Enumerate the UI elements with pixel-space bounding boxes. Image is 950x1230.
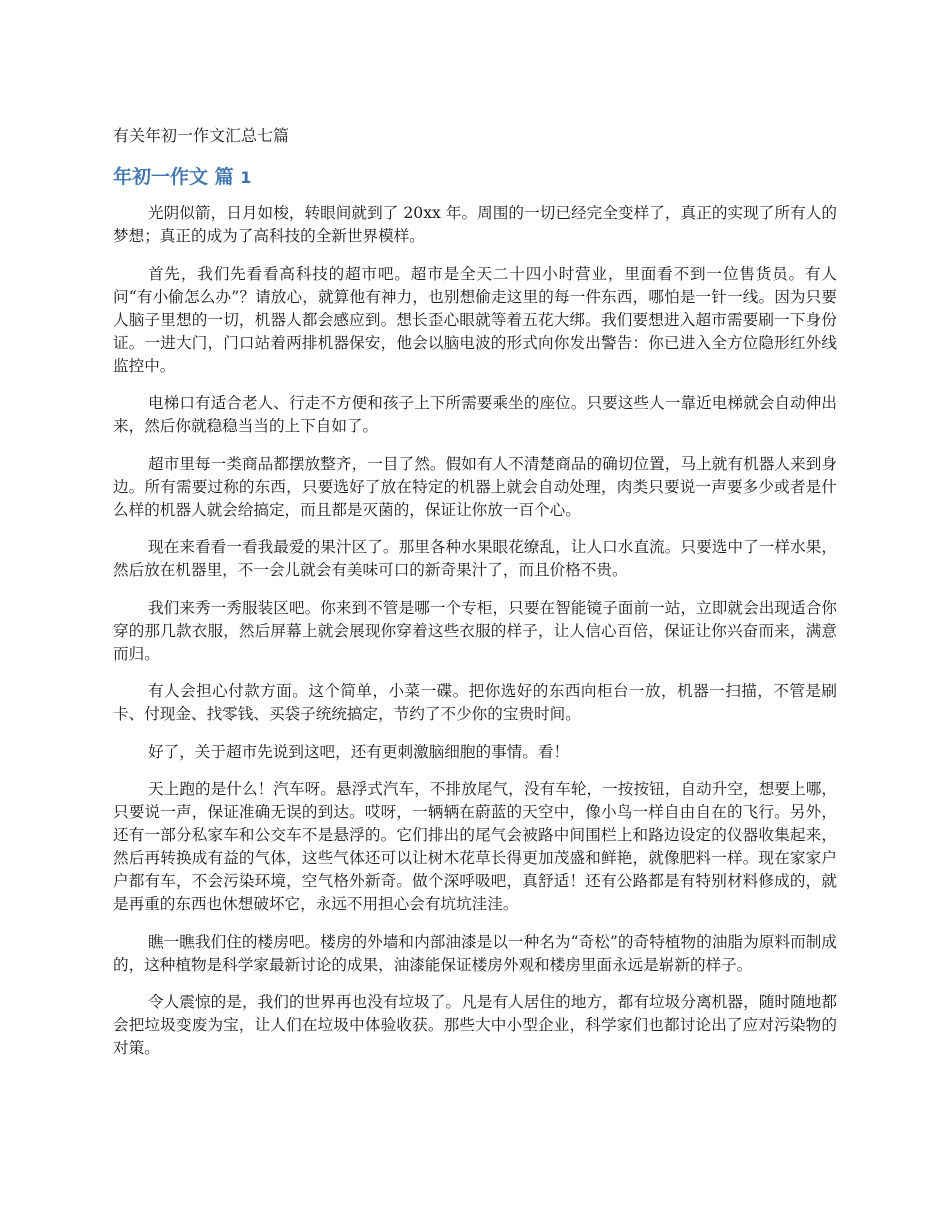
section-number: 1 — [240, 168, 252, 187]
paragraph: 我们来秀一秀服装区吧。你来到不管是哪一个专柜，只要在智能镜子面前一站，立即就会出现适合你穿的那几款衣服，然后屏幕上就会展现你穿着这些衣服的样子，让人信心百倍，保证让你兴奋而来，满意而归。 — [113, 598, 837, 663]
paragraph: 超市里每一类商品都摆放整齐，一目了然。假如有人不清楚商品的确切位置，马上就有机器人来到身边。所有需要过称的东西，只要选好了放在特定的机器上就会自动处理，肉类只要说一声要多少或者是什么样的机器人就会给搞定，而且都是灭菌的，保证让你放一百个心。 — [113, 454, 837, 519]
paragraph: 电梯口有适合老人、行走不方便和孩子上下所需要乘坐的座位。只要这些人一靠近电梯就会自动伸出来，然后你就稳稳当当的上下自如了。 — [113, 394, 837, 435]
paragraph: 首先，我们先看看高科技的超市吧。超市是全天二十四小时营业，里面看不到一位售货员。有人问“有小偷怎么办”？请放心，就算他有神力，也别想偷走这里的每一件东西，哪怕是一针一线。因为只要人脑子里想的一切，机器人都会感应到。想长歪心眼就等着五花大绑。我们要想进入超市需要刷一下身份证。一进大门，门口站着两排机器保安，他会以脑电波的形式向你发出警告：你已进入全方位隐形红外线监控中。 — [113, 264, 837, 375]
section-heading-text: 年初一作文 篇 — [113, 166, 234, 188]
paragraph: 好了，关于超市先说到这吧，还有更刺激脑细胞的事情。看！ — [148, 742, 570, 761]
paragraph: 令人震惊的是，我们的世界再也没有垃圾了。凡是有人居住的地方，都有垃圾分离机器，随时随地都会把垃圾变废为宝，让人们在垃圾中体验收获。那些大中小型企业，科学家们也都讨论出了应对污染物的对策。 — [113, 993, 837, 1057]
paragraph: 现在来看看一看我最爱的果汁区了。那里各种水果眼花缭乱，让人口水直流。只要选中了一样水果，然后放在机器里，不一会儿就会有美味可口的新奇果汁了，而且价格不贵。 — [113, 538, 837, 579]
section-heading — [113, 163, 251, 192]
article-body — [113, 202, 837, 1075]
paragraph: 天上跑的是什么！汽车呀。悬浮式汽车，不排放尾气，没有车轮，一按按钮，自动升空，想要上哪，只要说一声，保证准确无误的到达。哎呀，一辆辆在蔚蓝的天空中，像小鸟一样自由自在的飞行。另外，还有一部分私家车和公交车不是悬浮的。它们排出的尾气会被路中间围栏上和路边设定的仪器收集起来，然后再转换成有益的气体，这些气体还可以让树木花草长得更加茂盛和鲜艳，就像肥料一样。现在家家户户都有车，不会污染环境，空气格外新奇。做个深呼吸吧，真舒适！还有公路都是有特别材料修成的，就是再重的东西也休想破坏它，永远不用担心会有坑坑洼洼。 — [113, 780, 837, 913]
document-title: 有关年初一作文汇总七篇 — [113, 126, 290, 145]
paragraph: 瞧一瞧我们住的楼房吧。楼房的外墙和内部油漆是以一种名为“奇松”的奇特植物的油脂为原料而制成的，这种植物是科学家最新讨论的成果，油漆能保证楼房外观和楼房里面永远是崭新的样子。 — [113, 932, 837, 974]
paragraph: 光阴似箭，日月如梭，转眼间就到了 20xx 年。周围的一切已经完全变样了，真正的实现了所有人的梦想；真正的成为了高科技的全新世界模样。 — [113, 204, 837, 245]
paragraph: 有人会担心付款方面。这个简单，小菜一碟。把你选好的东西向柜台一放，机器一扫描，不管是刷卡、付现金、找零钱、买袋子统统搞定，节约了不少你的宝贵时间。 — [113, 682, 837, 723]
